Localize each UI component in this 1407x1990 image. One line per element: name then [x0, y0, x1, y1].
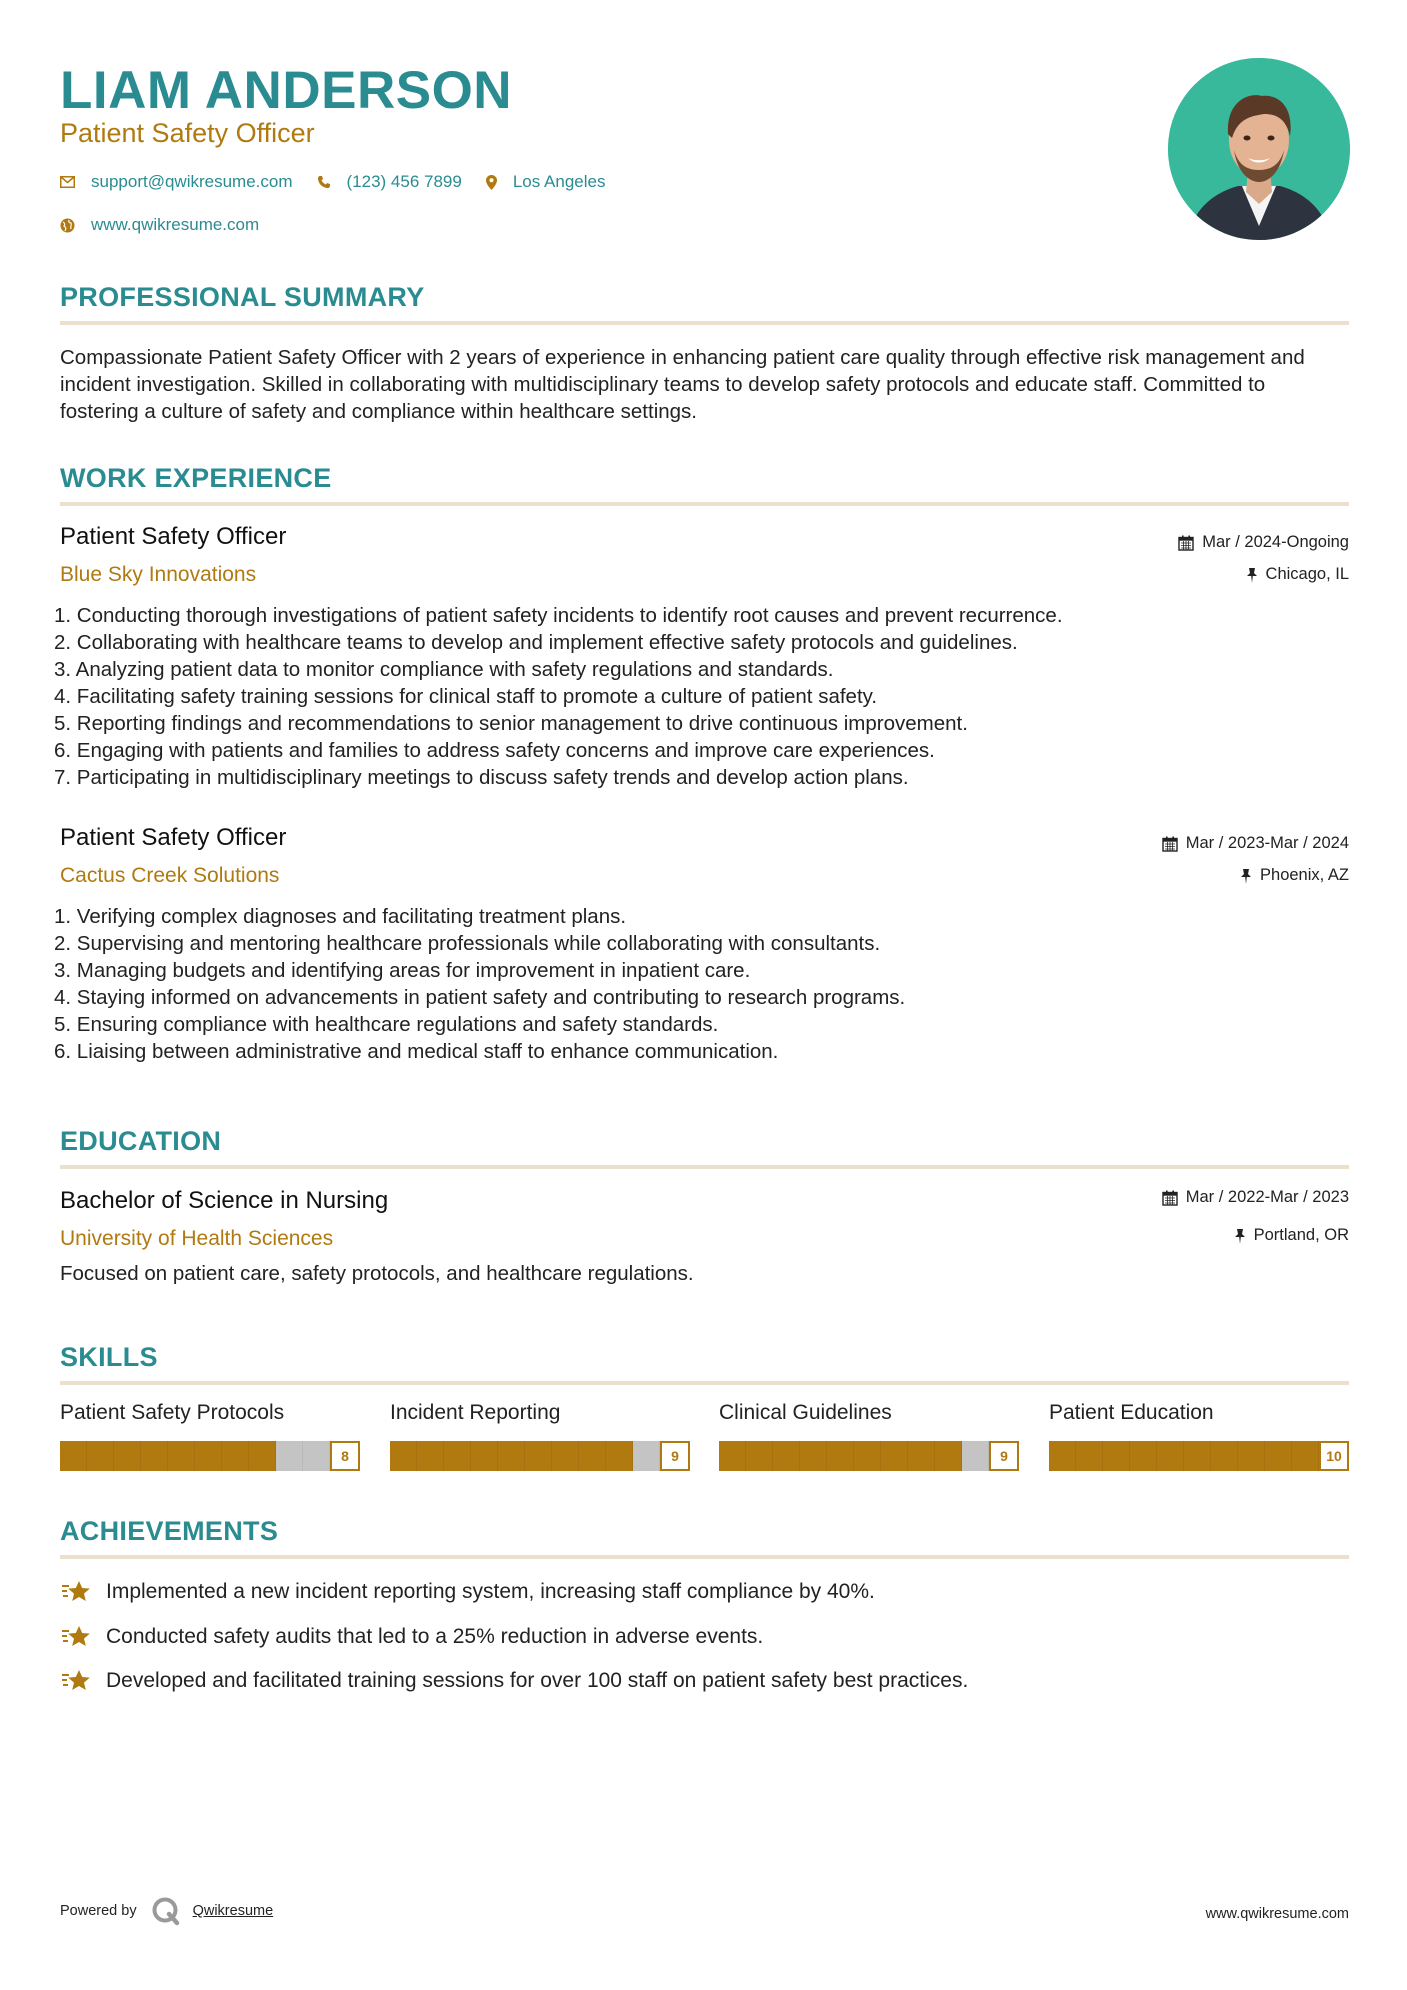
skill-bar-segment-filled: [525, 1441, 552, 1471]
job-dates: [1178, 533, 1349, 552]
skill-bar-segment-filled: [195, 1441, 222, 1471]
job-dates-text: Mar / 2024-Ongoing: [1202, 533, 1349, 551]
achievement-item: [60, 1623, 763, 1651]
skill-level-badge: 8: [330, 1441, 360, 1471]
globe-icon: [60, 218, 75, 233]
job-duties-list: [54, 602, 1344, 791]
skill-bar-track: [390, 1441, 660, 1471]
location-text: Los Angeles: [512, 172, 606, 191]
section-divider: [60, 1165, 1349, 1169]
pin-icon: [1234, 1228, 1246, 1244]
education-description: Focused on patient care, safety protocols, and healthcare regulations.: [60, 1262, 694, 1285]
skill-bar-segment-filled: [854, 1441, 881, 1471]
star-icon: [60, 1578, 92, 1606]
calendar-icon: [1162, 1190, 1178, 1206]
job-dates-text: Mar / 2023-Mar / 2024: [1185, 834, 1349, 852]
job-company: Cactus Creek Solutions: [60, 864, 280, 887]
section-divider: [60, 502, 1349, 506]
skill-bar-track: [60, 1441, 330, 1471]
job-location-text: Chicago, IL: [1265, 565, 1349, 583]
map-marker-icon: [486, 175, 497, 190]
phone-text: (123) 456 7899: [346, 172, 462, 191]
skill-bar-segment-filled: [498, 1441, 525, 1471]
skill-bar: [719, 1441, 1019, 1471]
skill-name: Patient Safety Protocols: [60, 1401, 285, 1424]
avatar: [1168, 58, 1350, 240]
list-item: 6. Engaging with patients and families to address safety concerns and improve care experiences.: [54, 739, 935, 762]
job-company: Blue Sky Innovations: [60, 563, 257, 586]
star-icon: [60, 1667, 92, 1695]
pin-icon: [1246, 567, 1258, 583]
achievement-item: [60, 1667, 968, 1695]
skill-bar: [1049, 1441, 1349, 1471]
skill-bar-segment-filled: [1157, 1441, 1184, 1471]
list-item: 1. Conducting thorough investigations of patient safety incidents to identify root causes and prevent recurrence.: [54, 604, 1063, 627]
phone-icon: [317, 175, 331, 189]
job-title: Patient Safety Officer: [60, 523, 287, 550]
skill-bar-segment-filled: [579, 1441, 606, 1471]
contact-location: [486, 172, 606, 192]
skill-bar-segment-filled: [444, 1441, 471, 1471]
skill-level-badge: 10: [1319, 1441, 1349, 1471]
pin-icon: [1240, 868, 1252, 884]
powered-by-label: Powered by: [60, 1903, 137, 1919]
skill-bar-segment-filled: [114, 1441, 141, 1471]
skill-bar-segment-filled: [746, 1441, 773, 1471]
skill-bar-segment-filled: [417, 1441, 444, 1471]
skill-name: Clinical Guidelines: [719, 1401, 892, 1424]
job-duties-list: [54, 903, 1344, 1065]
skill-bar-segment-filled: [87, 1441, 114, 1471]
qwikresume-logo-icon: [151, 1896, 181, 1926]
skill-bar-track: [719, 1441, 989, 1471]
education-dates: [1162, 1188, 1349, 1207]
degree-title: Bachelor of Science in Nursing: [60, 1187, 389, 1214]
skill-bar-segment-filled: [249, 1441, 276, 1471]
achievement-text: Implemented a new incident reporting system, increasing staff compliance by 40%.: [106, 1580, 875, 1603]
skill-bar-segment-filled: [141, 1441, 168, 1471]
achievement-text: Conducted safety audits that led to a 25% reduction in adverse events.: [106, 1625, 764, 1648]
skill-item: [60, 1401, 360, 1471]
skill-bar-segment-filled: [773, 1441, 800, 1471]
skill-bar-segment-filled: [881, 1441, 908, 1471]
job-location: [1246, 565, 1349, 584]
summary-heading: PROFESSIONAL SUMMARY: [60, 282, 425, 312]
footer-powered-by: [60, 1896, 273, 1926]
list-item: 3. Managing budgets and identifying areas for improvement in inpatient care.: [54, 959, 751, 982]
envelope-icon: [60, 176, 75, 188]
section-divider: [60, 1381, 1349, 1385]
skill-bar: [60, 1441, 360, 1471]
skill-bar-segment-filled: [935, 1441, 962, 1471]
job-location: [1240, 866, 1349, 885]
skill-bar-segment-filled: [800, 1441, 827, 1471]
contact-email[interactable]: [60, 172, 293, 192]
skill-bar-segment-filled: [908, 1441, 935, 1471]
skill-bar-segment-filled: [1265, 1441, 1292, 1471]
summary-text: Compassionate Patient Safety Officer with 2 years of experience in enhancing patient care quality through effective risk management and incident investigation. Skilled in collaborating with multidisciplinary teams to develop safety protocols and educate staff. Committed to fostering a culture of safety and compliance within healthcare settings.: [60, 346, 1305, 423]
skill-bar-segment-filled: [222, 1441, 249, 1471]
candidate-title: Patient Safety Officer: [60, 118, 315, 148]
skill-bar-segment-filled: [1184, 1441, 1211, 1471]
education-location: [1234, 1226, 1349, 1245]
list-item: 4. Facilitating safety training sessions for clinical staff to promote a culture of patient safety.: [54, 685, 878, 708]
skill-bar-segment-filled: [1238, 1441, 1265, 1471]
skill-name: Patient Education: [1049, 1401, 1214, 1424]
achievement-item: [60, 1578, 875, 1606]
section-divider: [60, 1555, 1349, 1559]
education-heading: EDUCATION: [60, 1126, 222, 1156]
experience-heading: WORK EXPERIENCE: [60, 463, 332, 493]
skill-bar: [390, 1441, 690, 1471]
list-item: 1. Verifying complex diagnoses and facilitating treatment plans.: [54, 905, 627, 928]
education-location-text: Portland, OR: [1253, 1226, 1349, 1244]
skill-level-badge: 9: [660, 1441, 690, 1471]
skill-bar-segment-filled: [1049, 1441, 1076, 1471]
skill-item: [1049, 1401, 1349, 1471]
skill-bar-segment-filled: [606, 1441, 633, 1471]
calendar-icon: [1178, 535, 1194, 551]
skill-bar-segment-filled: [1292, 1441, 1319, 1471]
list-item: 5. Reporting findings and recommendations to senior management to drive continuous improvement.: [54, 712, 968, 735]
candidate-name: LIAM ANDERSON: [60, 61, 513, 120]
job-title: Patient Safety Officer: [60, 824, 287, 851]
job-location-text: Phoenix, AZ: [1260, 866, 1349, 884]
skill-bar-segment-filled: [168, 1441, 195, 1471]
website-text: www.qwikresume.com: [91, 215, 260, 234]
skill-item: [719, 1401, 1019, 1471]
contact-phone[interactable]: [317, 172, 462, 192]
footer-website[interactable]: www.qwikresume.com: [1205, 1906, 1349, 1922]
skill-name: Incident Reporting: [390, 1401, 561, 1424]
skill-level-badge: 9: [989, 1441, 1019, 1471]
list-item: 6. Liaising between administrative and medical staff to enhance communication.: [54, 1040, 779, 1063]
contact-row: [60, 172, 629, 192]
skill-bar-segment-empty: [633, 1441, 660, 1471]
contact-row-website: [60, 215, 283, 235]
school-name: University of Health Sciences: [60, 1227, 334, 1250]
skill-bar-segment-filled: [390, 1441, 417, 1471]
list-item: 3. Analyzing patient data to monitor compliance with safety regulations and standards.: [54, 658, 834, 681]
skill-bar-segment-filled: [827, 1441, 854, 1471]
list-item: 2. Collaborating with healthcare teams to develop and implement effective safety protocols and guidelines.: [54, 631, 1018, 654]
brand-link[interactable]: Qwikresume: [192, 1903, 274, 1919]
achievement-text: Developed and facilitated training sessions for over 100 staff on patient safety best practices.: [106, 1669, 969, 1692]
skill-bar-segment-empty: [303, 1441, 330, 1471]
achievements-heading: ACHIEVEMENTS: [60, 1516, 279, 1546]
list-item: 2. Supervising and mentoring healthcare professionals while collaborating with consultants.: [54, 932, 881, 955]
calendar-icon: [1162, 836, 1178, 852]
job-dates: [1162, 834, 1349, 853]
profile-photo: [1168, 58, 1350, 240]
skill-item: [390, 1401, 690, 1471]
list-item: 7. Participating in multidisciplinary meetings to discuss safety trends and develop action plans.: [54, 766, 909, 789]
section-divider: [60, 321, 1349, 325]
list-item: 5. Ensuring compliance with healthcare regulations and safety standards.: [54, 1013, 719, 1036]
contact-website[interactable]: [60, 215, 259, 235]
skill-bar-segment-filled: [1130, 1441, 1157, 1471]
list-item: 4. Staying informed on advancements in patient safety and contributing to research programs.: [54, 986, 906, 1009]
star-icon: [60, 1623, 92, 1651]
skills-heading: SKILLS: [60, 1342, 158, 1372]
skill-bar-segment-filled: [552, 1441, 579, 1471]
education-dates-text: Mar / 2022-Mar / 2023: [1185, 1188, 1349, 1206]
skill-bar-segment-empty: [962, 1441, 989, 1471]
skill-bar-segment-empty: [276, 1441, 303, 1471]
skill-bar-segment-filled: [719, 1441, 746, 1471]
skill-bar-segment-filled: [1211, 1441, 1238, 1471]
skill-bar-segment-filled: [1103, 1441, 1130, 1471]
skill-bar-segment-filled: [60, 1441, 87, 1471]
skill-bar-track: [1049, 1441, 1319, 1471]
email-text: support@qwikresume.com: [91, 172, 293, 191]
skill-bar-segment-filled: [471, 1441, 498, 1471]
skill-bar-segment-filled: [1076, 1441, 1103, 1471]
